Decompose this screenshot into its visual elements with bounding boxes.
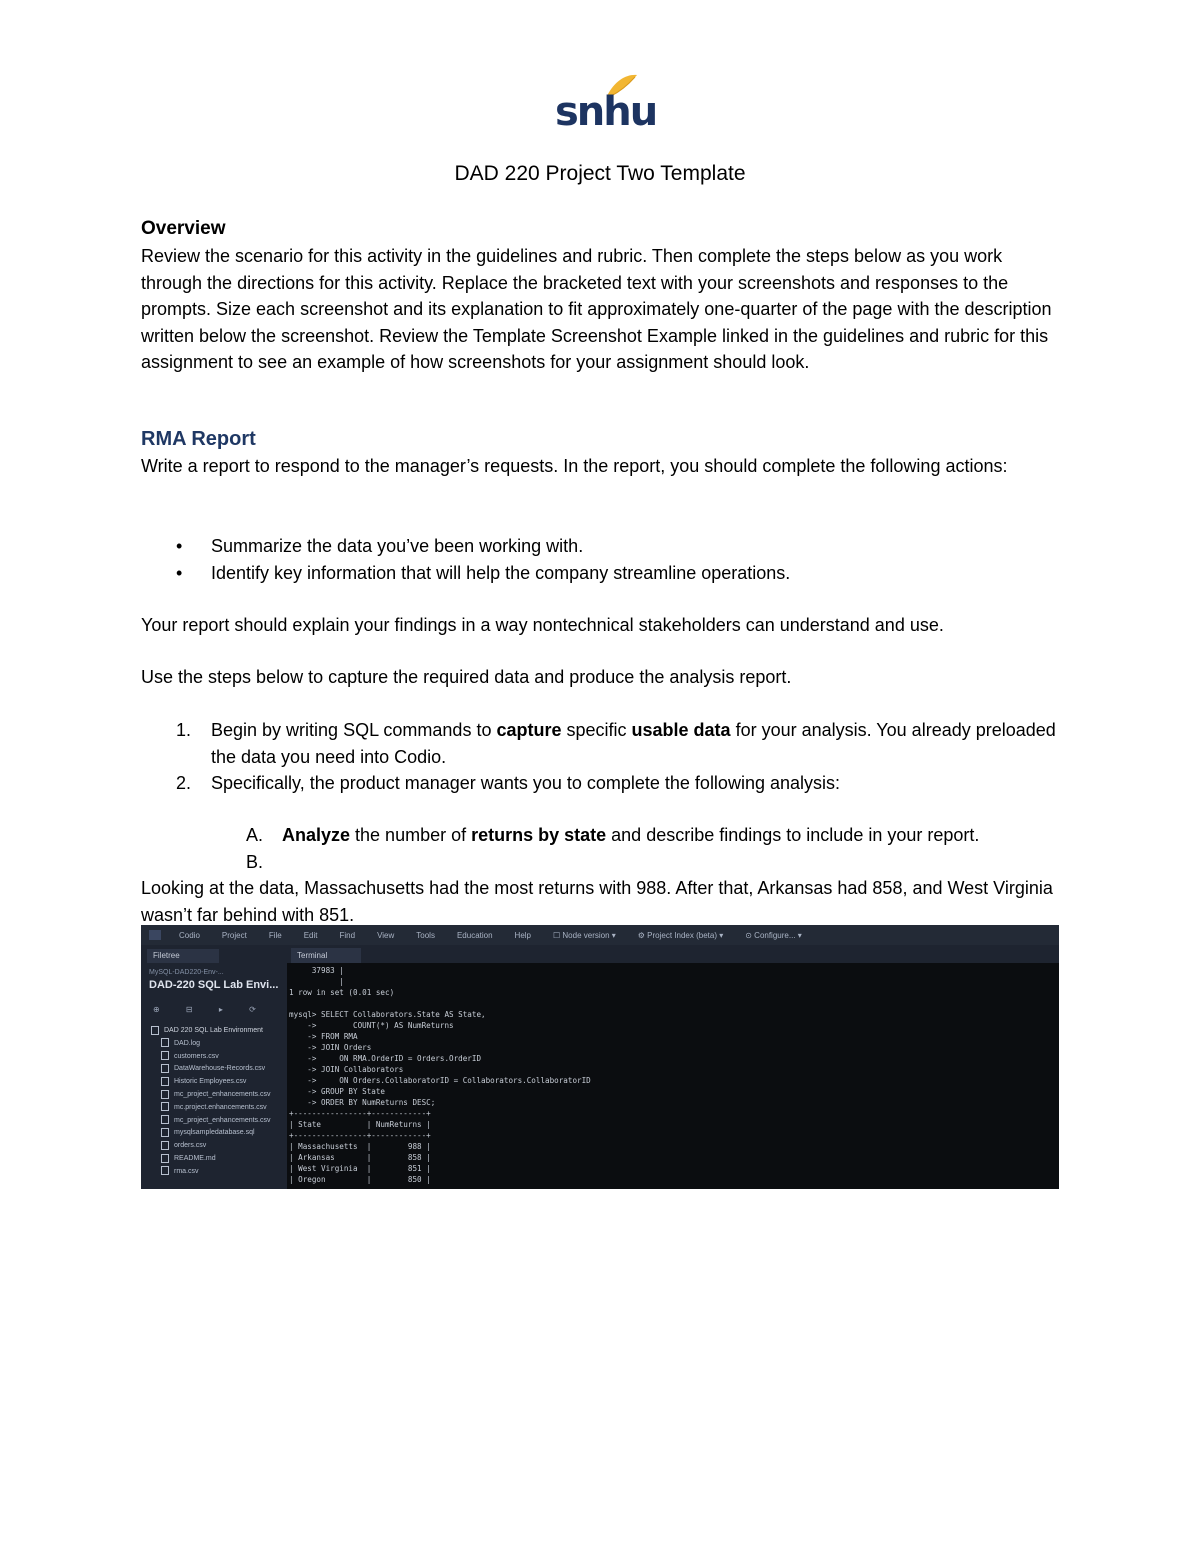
- rma-intro-paragraph: Write a report to respond to the manager’s requests. In the report, you should complete the following actions:: [141, 456, 1008, 476]
- menu-item: ⊙ Configure... ▾: [745, 930, 802, 940]
- menu-item: Find: [339, 930, 356, 940]
- menu-item: Tools: [416, 930, 435, 940]
- menu-item: ☐ Node version ▾: [553, 930, 616, 940]
- list-item: 1. Begin by writing SQL commands to capture specific usable data for your analysis. You already preloaded the data you need into Codio.: [176, 720, 1056, 767]
- file-icon: [161, 1038, 169, 1047]
- file-icon: [161, 1090, 169, 1099]
- file-icon: [161, 1154, 169, 1163]
- list-item: mc.project.enhancements.csv: [151, 1102, 271, 1115]
- menu-item: ⚙ Project Index (beta) ▾: [637, 930, 724, 940]
- bullet-list: [141, 533, 1061, 586]
- file-icon: [161, 1102, 169, 1111]
- list-item: • Summarize the data you’ve been working with.: [141, 533, 1061, 560]
- list-item: • Identify key information that will help the company streamline operations.: [141, 560, 1061, 587]
- ide-menubar: [141, 925, 1059, 945]
- file-icon: [161, 1141, 169, 1150]
- menu-item: View: [377, 930, 395, 940]
- terminal-tab: Terminal: [291, 948, 361, 963]
- list-item: DataWarehouse-Records.csv: [151, 1063, 271, 1076]
- menu-item: Help: [514, 930, 531, 940]
- list-item: customers.csv: [151, 1051, 271, 1064]
- list-item: mysqlsampledatabase.sql: [151, 1127, 271, 1140]
- file-icon: [161, 1115, 169, 1124]
- menu-item: Project: [221, 930, 247, 940]
- file-icon: [161, 1166, 169, 1175]
- codio-screenshot: [141, 925, 1059, 1189]
- terminal-pane: [287, 945, 1059, 1189]
- filetree-toolbar: ⊕ ⊟ ▸ ⟳: [153, 1005, 268, 1014]
- numbered-list: [141, 717, 1061, 797]
- lettered-list: [141, 822, 1061, 875]
- terminal-output: 37983 | | 1 row in set (0.01 sec) mysql> SELECT Collaborators.State AS State, -> COUNT(*) AS NumReturns -> FROM RMA -> JOIN Orders -> ON RMA.OrderID = Orders.OrderID -> JOIN Collaborators -> ON Orders.CollaboratorID = Collaborators.CollaboratorID -> GROUP BY State -> ORDER BY NumReturns DESC; +----------------+------------+ | State | NumReturns | +----------------+------------+ | Massachusetts | 988 | | Arkansas | 858 | | West Virginia | 851 | | Oregon | 850 |: [289, 966, 591, 1184]
- list-item: README.md: [151, 1153, 271, 1166]
- file-icon: [161, 1128, 169, 1137]
- list-item: orders.csv: [151, 1140, 271, 1153]
- project-title: DAD-220 SQL Lab Envi...: [149, 979, 279, 991]
- findings-paragraph: Looking at the data, Massachusetts had the most returns with 988. After that, Arkansas had 858, and West Virginia wasn’t far behind with 851.: [141, 878, 1053, 925]
- filetree-pane: [141, 945, 288, 1189]
- list-item: DAD.log: [151, 1038, 271, 1051]
- snhu-logo: [555, 72, 657, 135]
- list-item: DAD 220 SQL Lab Environment: [151, 1025, 271, 1038]
- codio-app-icon: [149, 930, 161, 940]
- file-list: [151, 1025, 271, 1179]
- filetree-tab: Filetree: [147, 949, 219, 963]
- menu-item: Codio: [179, 930, 200, 940]
- explain-paragraph: Your report should explain your findings in a way nontechnical stakeholders can understand and use.: [141, 615, 944, 635]
- list-item: mc_project_enhancements.csv: [151, 1089, 271, 1102]
- list-item: Historic Employees.csv: [151, 1076, 271, 1089]
- logo-wordmark: snhu: [555, 89, 657, 135]
- list-item: rma.csv: [151, 1166, 271, 1179]
- bullet-icon: •: [176, 562, 183, 583]
- menu-item: Edit: [303, 930, 318, 940]
- list-item: 2. Specifically, the product manager wants you to complete the following analysis:: [176, 773, 840, 793]
- terminal-tabbar: [287, 945, 1059, 963]
- document-title: DAD 220 Project Two Template: [454, 162, 746, 185]
- file-icon: [161, 1077, 169, 1086]
- steps-intro-paragraph: Use the steps below to capture the required data and produce the analysis report.: [141, 667, 792, 687]
- list-item: mc_project_enhancements.csv: [151, 1115, 271, 1128]
- overview-paragraph: Review the scenario for this activity in the guidelines and rubric. Then complete the steps below as you work through the directions for this activity. Replace the bracketed text with your screenshots and responses to the prompts. Size each screenshot and its explanation to fit approximately one-quarter of the page with the description written below the screenshot. Review the Template Screenshot Example linked in the guidelines and rubric for this assignment to see an example of how screenshots for your assignment should look.: [141, 246, 1052, 372]
- list-item: B.: [246, 851, 264, 872]
- menu-item: Education: [456, 930, 493, 940]
- rma-report-heading: RMA Report: [141, 428, 256, 450]
- folder-icon: [151, 1026, 159, 1035]
- file-icon: [161, 1064, 169, 1073]
- list-item: A. Analyze the number of returns by state and describe findings to include in your report.: [246, 825, 980, 845]
- project-subtitle: MySQL-DAD220-Env-...: [149, 969, 224, 976]
- menu-item: File: [268, 930, 282, 940]
- file-icon: [161, 1051, 169, 1060]
- bullet-icon: •: [176, 536, 183, 556]
- overview-heading: Overview: [141, 218, 226, 239]
